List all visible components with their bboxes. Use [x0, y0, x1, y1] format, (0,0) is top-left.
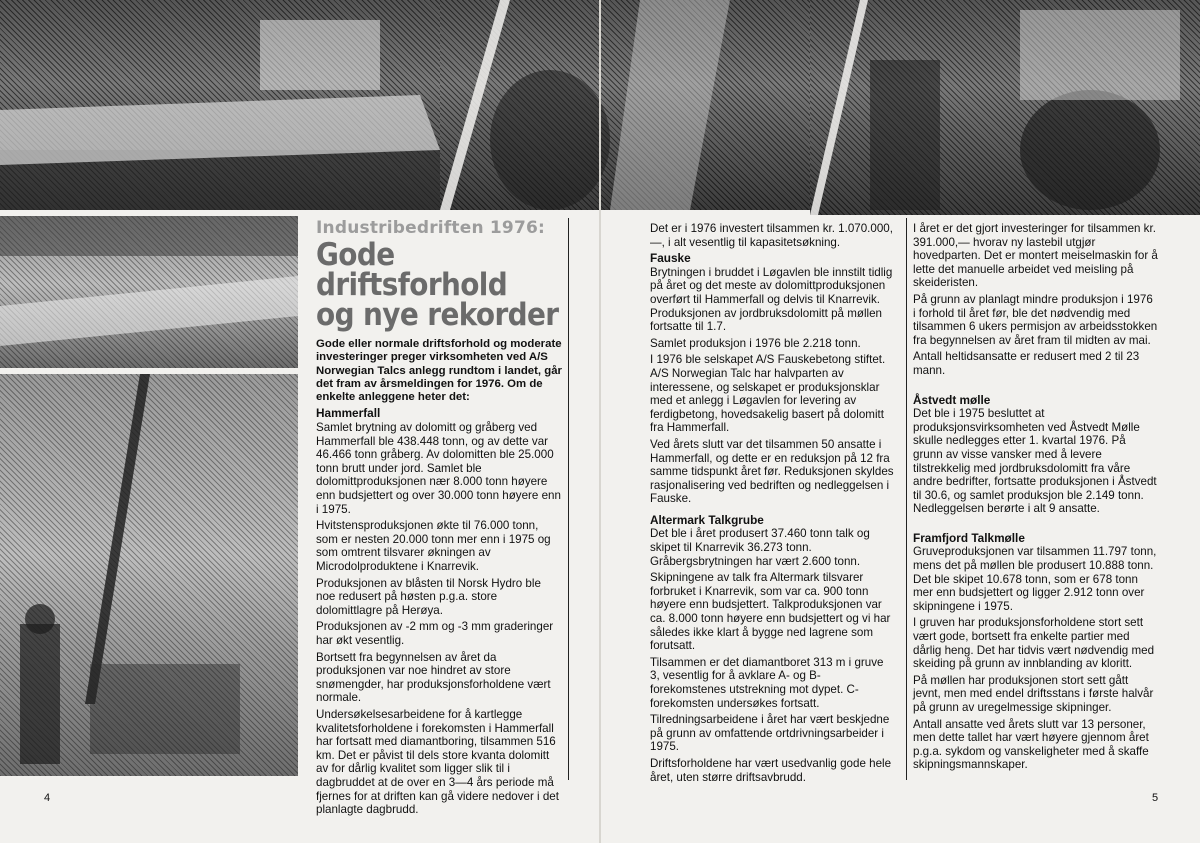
- paragraph: Produksjonen av blåsten til Norsk Hydro ble noe redusert på høsten p.g.a. store dolomittlagre på Herøya.: [316, 576, 541, 617]
- top-photo-workers: [440, 0, 810, 210]
- column-rule: [906, 218, 907, 780]
- section-heading-fauske: Fauske: [650, 251, 691, 266]
- page-gutter: [599, 0, 601, 843]
- paragraph: Tilsammen er det diamantboret 313 m i gruve 3, vesentlig for å avklare A- og B-forekomstenes utstrekning mot dypet. C-forekomsten undersøkes fortsatt.: [650, 655, 884, 710]
- drill-illustration: [0, 374, 298, 776]
- article-lead: Gode eller normale driftsforhold og moderate investeringer preger virksomheten ved A/S Norwegian Talcs anlegg rundtom i landet, går det fram av årsmeldingen for 1976. Om de enkelte anleggene heter det:: [316, 338, 562, 404]
- top-photo-ship: [0, 0, 440, 210]
- paragraph: På grunn av planlagt mindre produksjon i 1976 i forhold til året før, ble det nødvendig med tilsammen 6 ukers permisjon av arbeidsstokken fra begynnelsen av året fram til midten av mai.: [913, 292, 1158, 347]
- paragraph: Brytningen i bruddet i Løgavlen ble innstilt tidlig på året og det meste av dolomittproduksjonen overført til Hammerfall og delvis til Knarrevik. Produksjonen av jordbruksdolomitt på møllen fortsatte til 1.7.: [650, 265, 893, 334]
- paragraph: Samlet produksjon i 1976 ble 2.218 tonn.: [650, 336, 861, 350]
- paragraph: Antall heltidsansatte er redusert med 2 til 23 mann.: [913, 350, 1140, 377]
- paragraph: Bortsett fra begynnelsen av året da produksjonen var noe hindret av store snømengder, har produksjonsforholdene vært normale.: [316, 650, 551, 705]
- workers-illustration: [440, 0, 810, 210]
- paragraph: Skipningene av talk fra Altermark tilsvarer forbruket i Knarrevik, som var ca. 900 tonn høyere enn budsjettert. Talkproduksjonen var ca. 8.000 tonn høyere enn budsjettert og vi har således ikke klart å bygge ned lagrene som forutsatt.: [650, 571, 891, 653]
- left-photo-drill: [0, 374, 298, 776]
- headline-line-1: Gode driftsforhold: [316, 237, 508, 303]
- paragraph: I 1976 ble selskapet A/S Fauskebetong stiftet. A/S Norwegian Talc har halvparten av interessene, og selskapet er produksjonsklar med et anlegg i Løgavlen for levering av ferdigbetong, hovedsakelig basert på dolomitt fra Hammerfall.: [650, 353, 886, 435]
- paragraph: Antall ansatte ved årets slutt var 13 personer, men dette tallet har vært høyere gjennom året p.g.a. sykdom og vanskeligheter med å skaffe skipningsmannskaper.: [913, 717, 1149, 772]
- paragraph: Undersøkelsesarbeidene for å kartlegge kvalitetsforholdene i forekomsten i Hammerfall har fortsatt med diamantboring, tilsammen 516 km. Det er påvist til dels store kvanta dolomitt av for dårlig kvalitet som ligger slik til i dagbruddet at de over en 3—4 års periode må fjernes for at driften kan gå videre nedover i det planlagte dagbrudd.: [316, 707, 559, 817]
- paragraph: Tilredningsarbeidene i året har vært beskjedne på grunn av omfattende ortdrivningsarbeider i 1975.: [650, 713, 890, 754]
- top-photo-loader: [810, 0, 1200, 215]
- paragraph: Det er i 1976 investert tilsammen kr. 1.070.000,—, i alt vesentlig til kapasitetsøkning.: [650, 222, 893, 249]
- paragraph: På møllen har produksjonen stort sett gått jevnt, men med endel driftsstans i første halvår på grunn av uregelmessige skipninger.: [913, 673, 1154, 714]
- page-number-right: 5: [1152, 792, 1159, 804]
- paragraph: Produksjonen av -2 mm og -3 mm graderinger har økt vesentlig.: [316, 620, 554, 647]
- loader-illustration: [810, 0, 1200, 215]
- article-column-3: [913, 222, 1158, 775]
- column-rule: [568, 218, 569, 780]
- paragraph: Det ble i året produsert 37.460 tonn talk og skipet til Knarrevik 36.273 tonn. Gråbergsbrytningen har vært 2.600 tonn.: [650, 527, 870, 568]
- paragraph: I året er det gjort investeringer for tilsammen kr. 391.000,— hvorav ny lastebil utgjør hovedparten. Det er montert meiselmaskin for å lette det manuelle arbeidet ved meisling på skeideristen.: [913, 222, 1158, 290]
- section-heading-astvedt: Åstvedt mølle: [913, 392, 991, 407]
- section-heading-framfjord: Framfjord Talkmølle: [913, 530, 1025, 545]
- paragraph: Det ble i 1975 besluttet at produksjonsvirksomheten ved Åstvedt Mølle skulle nedlegges etter 1. kvartal 1976. På grunn av visse vansker med å levere tilstrekkelig med jordbruksdolomitt fra våre andre bedrifter, fortsatte produksjonen i Åstvedt til 30.6, og samlet produksjon ble 2.149 tonn. Nedleggelsen berørte i alt 9 ansatte.: [913, 407, 1157, 516]
- section-heading-altermark: Altermark Talkgrube: [650, 512, 764, 527]
- page-number-left: 4: [44, 792, 51, 804]
- paragraph: Samlet brytning av dolomitt og gråberg ved Hammerfall ble 438.448 tonn, og av dette var 46.466 tonn gråberg. Av dolomitten ble 25.000 tonn brutt under jord. Samlet ble dolomittproduksjonen nær 8.000 tonn høyere enn budsjettert og over 30.000 tonn høyere enn i 1975.: [316, 421, 561, 516]
- paragraph: Gruveproduksjonen var tilsammen 11.797 tonn, mens det på møllen ble produsert 10.888 tonn. Det ble skipet 10.678 tonn, som er 678 tonn mer enn budsjettert og ligger 2.912 tonn over skipningene i 1975.: [913, 545, 1157, 613]
- paragraph: I gruven har produksjonsforholdene stort sett vært gode, bortsett fra enkelte partier med dårlig heng. Det har tidvis vært nødvendig med skeiding på grunn av innblanding av kloritt.: [913, 616, 1155, 671]
- ship-illustration: [0, 0, 440, 210]
- article-headline: [316, 237, 562, 333]
- paragraph: Driftsforholdene har vært usedvanlig gode hele året, uten større driftsavbrudd.: [650, 756, 892, 784]
- harbour-illustration: [0, 216, 298, 368]
- headline-line-2: og nye rekorder: [316, 297, 559, 333]
- paragraph: Ved årets slutt var det tilsammen 50 ansatte i Hammerfall, og dette er en reduksjon på 12 fra samme tidspunkt året før. Reduksjonen skyldes rasjonalisering ved bedriften og nedleggelsen i Fauske.: [650, 437, 894, 506]
- left-photo-harbour: [0, 216, 298, 368]
- article-kicker: Industribedriften 1976:: [316, 218, 546, 238]
- paragraph: Hvitstensproduksjonen økte til 76.000 tonn, som er nesten 20.000 tonn mer enn i 1975 og som omtrent tilsvarer økningen av Microdolproduktene i Knarrevik.: [316, 519, 551, 574]
- section-heading-hammerfall: Hammerfall: [316, 406, 381, 421]
- article-column-1: [316, 218, 562, 820]
- article-column-2: [650, 222, 895, 787]
